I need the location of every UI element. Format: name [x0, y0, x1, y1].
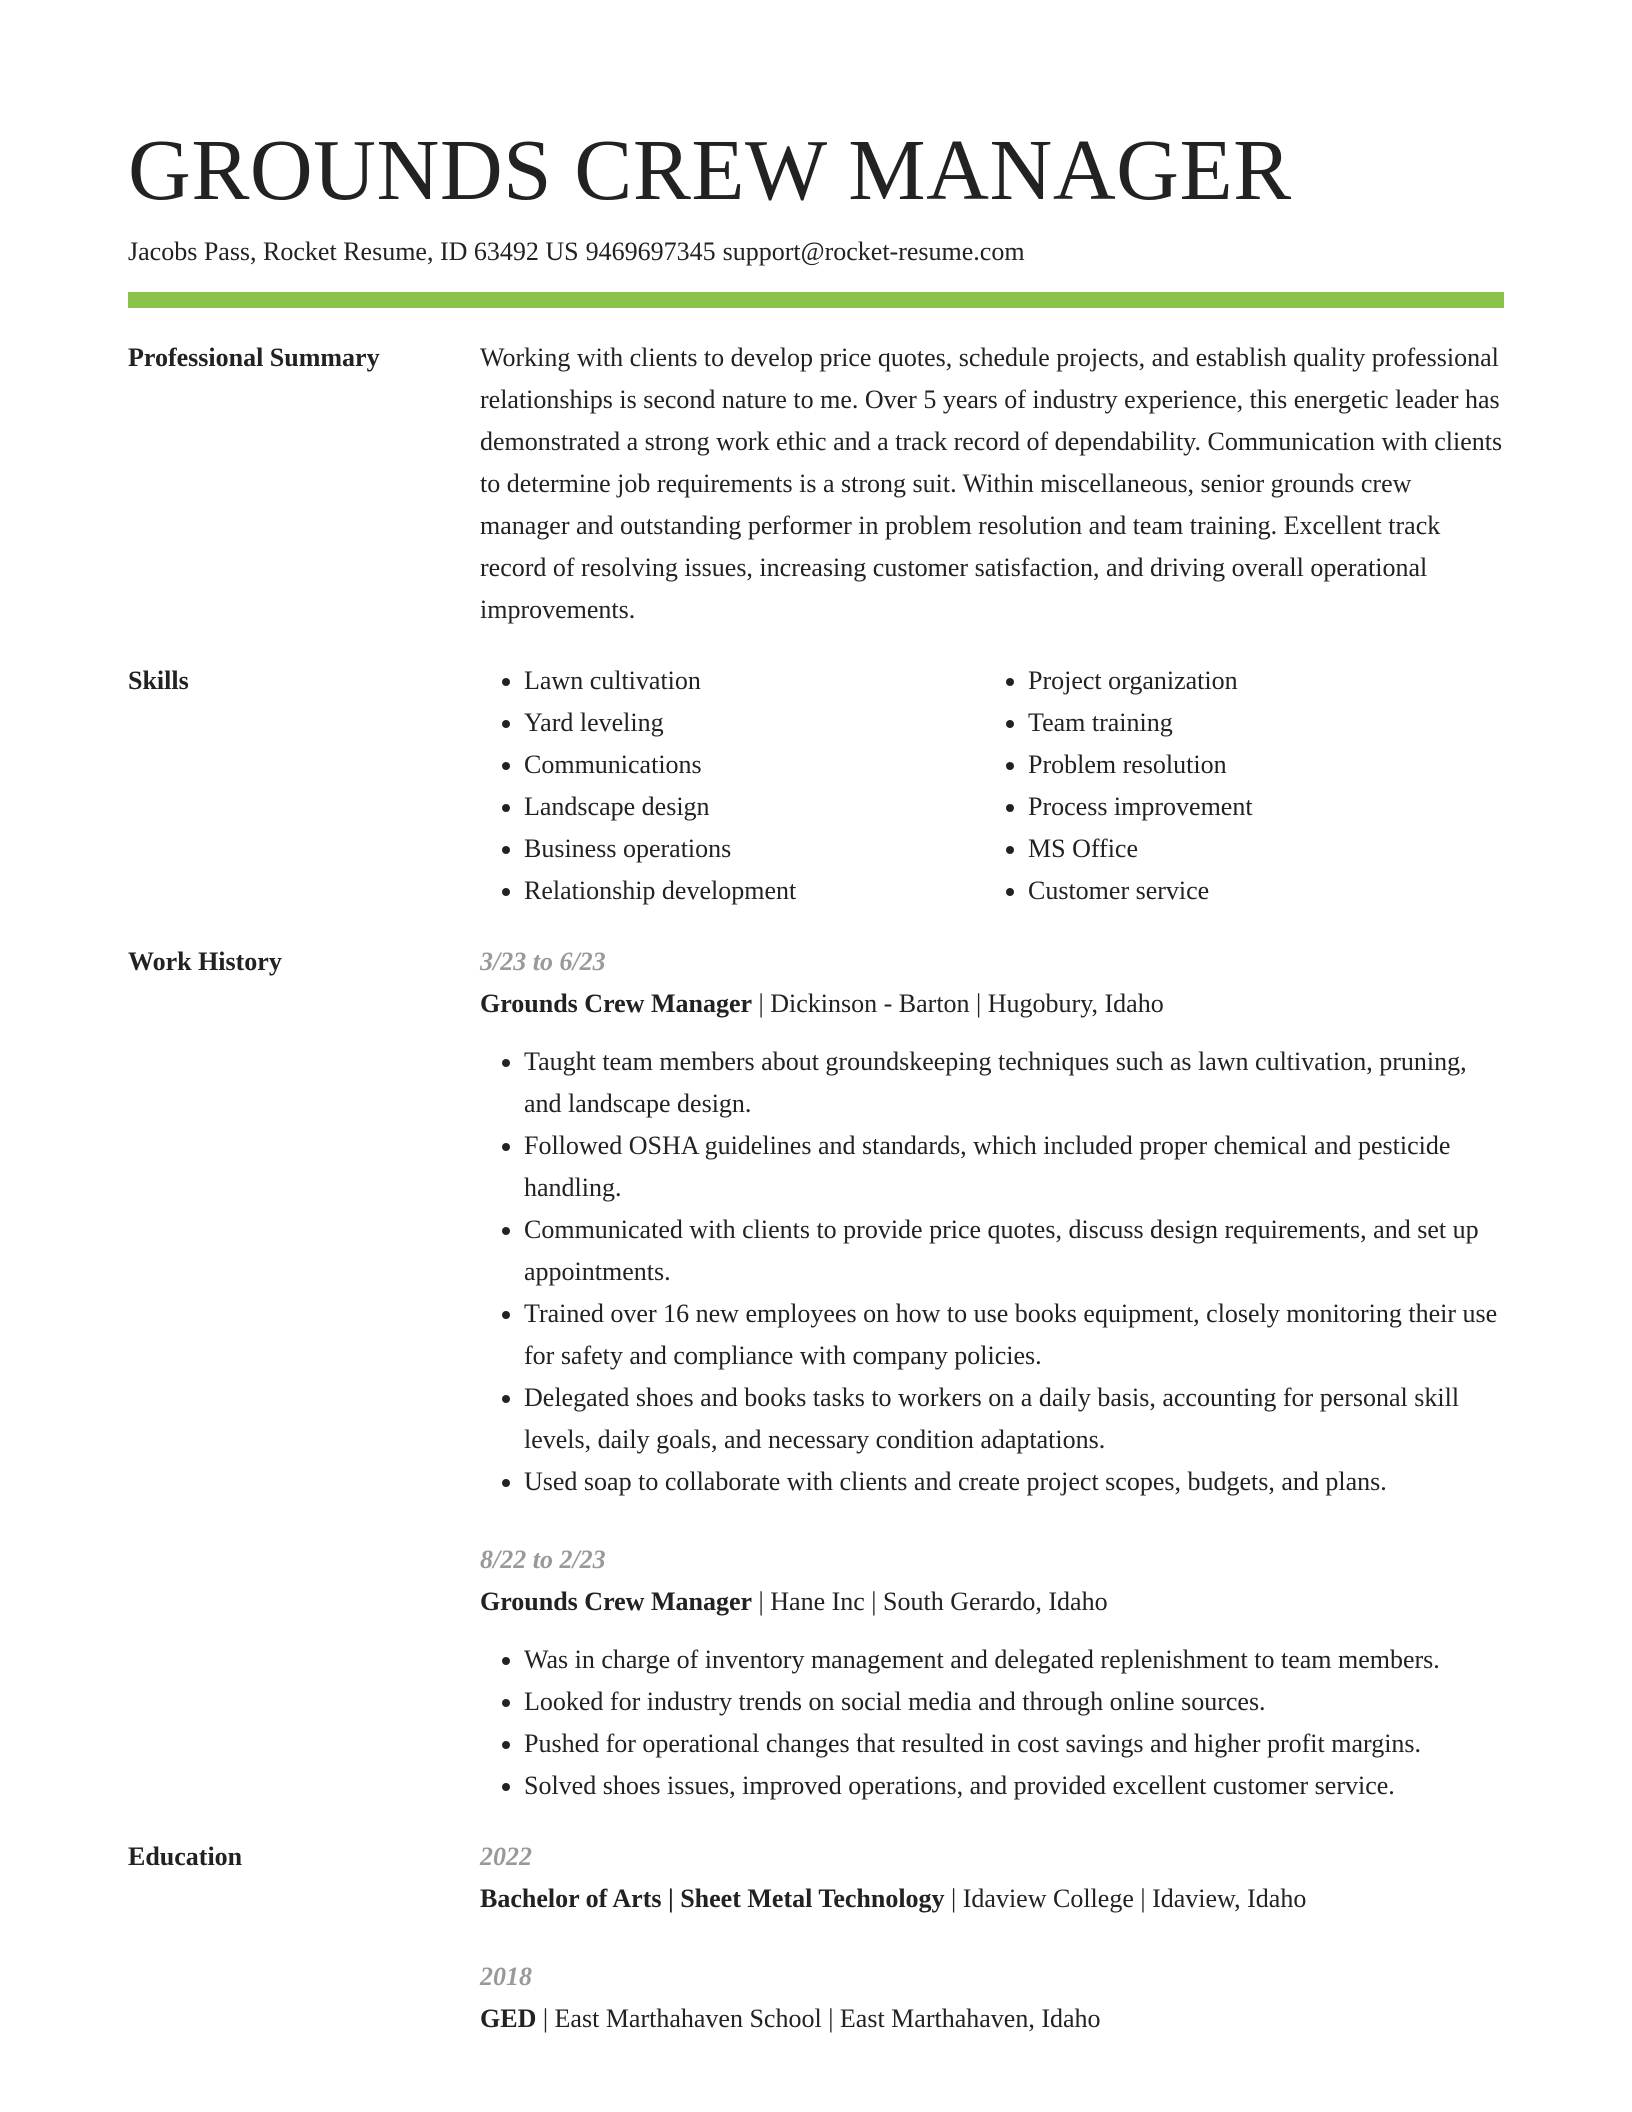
skills-columns — [480, 660, 1504, 912]
education-year: 2018 — [480, 1962, 532, 1991]
education-heading: Education — [128, 1842, 243, 1871]
skill-item: • Yard leveling — [524, 702, 984, 744]
job-bullets — [480, 1041, 1504, 1503]
contact-address: Jacobs Pass, Rocket Resume, ID 63492 US — [128, 237, 579, 266]
job-bullet: • Solved shoes issues, improved operations, and provided excellent customer service. — [524, 1765, 1504, 1807]
job-bullets — [480, 1639, 1504, 1807]
education-degree: GED — [480, 2004, 537, 2033]
skills-body — [480, 660, 1504, 912]
job-bullet: • Looked for industry trends on social media and through online sources. — [524, 1681, 1504, 1723]
skill-item: • MS Office — [1028, 828, 1504, 870]
job-details: | Hane Inc | South Gerardo, Idaho — [752, 1587, 1108, 1616]
skill-item: • Lawn cultivation — [524, 660, 984, 702]
skills-section — [128, 660, 1504, 912]
skill-item: • Customer service — [1028, 870, 1504, 912]
work-history-body — [480, 941, 1504, 1807]
job-title: Grounds Crew Manager — [480, 1587, 753, 1616]
skill-item: • Problem resolution — [1028, 744, 1504, 786]
skill-item: • Project organization — [1028, 660, 1504, 702]
skill-item: • Team training — [1028, 702, 1504, 744]
job-entry — [480, 1539, 1504, 1807]
education-entry — [480, 1836, 1504, 1920]
education-entry — [480, 1956, 1504, 2040]
skill-item: • Landscape design — [524, 786, 984, 828]
job-bullet: • Followed OSHA guidelines and standards, which included proper chemical and pesticide handling. — [524, 1125, 1504, 1209]
job-dates: 8/22 to 2/23 — [480, 1545, 606, 1574]
skills-list-right — [984, 660, 1504, 912]
job-bullet: • Pushed for operational changes that resulted in cost savings and higher profit margins. — [524, 1723, 1504, 1765]
education-role — [480, 1998, 1504, 2040]
job-bullet: • Delegated shoes and books tasks to workers on a daily basis, accounting for personal skill levels, daily goals, and necessary condition adaptations. — [524, 1377, 1504, 1461]
job-dates: 3/23 to 6/23 — [480, 947, 606, 976]
education-body — [480, 1836, 1504, 2040]
education-degree: Bachelor of Arts | Sheet Metal Technology — [480, 1884, 945, 1913]
skill-item: • Process improvement — [1028, 786, 1504, 828]
contact-phone: 9469697345 — [585, 237, 716, 266]
education-role — [480, 1878, 1504, 1920]
accent-divider — [128, 292, 1504, 308]
job-bullet: • Used soap to collaborate with clients and create project scopes, budgets, and plans. — [524, 1461, 1504, 1503]
skill-item: • Business operations — [524, 828, 984, 870]
job-bullet: • Trained over 16 new employees on how to use books equipment, closely monitoring their use for safety and compliance with company policies. — [524, 1293, 1504, 1377]
skills-list-left — [480, 660, 984, 912]
summary-text: Working with clients to develop price quotes, schedule projects, and establish quality professional relationships is second nature to me. Over 5 years of industry experience, this energetic leader has demonstrated a strong work ethic and a track record of dependability. Communication with clients to determine job requirements is a strong suit. Within miscellaneous, senior grounds crew manager and outstanding performer in problem resolution and team training. Excellent track record of resolving issues, increasing customer satisfaction, and driving overall operational improvements. — [480, 343, 1503, 624]
skill-item: • Communications — [524, 744, 984, 786]
education-year: 2022 — [480, 1842, 532, 1871]
contact-line — [128, 234, 1504, 270]
summary-heading: Professional Summary — [128, 343, 380, 372]
job-role — [480, 1581, 1504, 1623]
job-details: | Dickinson - Barton | Hugobury, Idaho — [752, 989, 1164, 1018]
skill-item: • Relationship development — [524, 870, 984, 912]
skills-heading: Skills — [128, 666, 189, 695]
work-history-section — [128, 941, 1504, 1807]
job-entry — [480, 941, 1504, 1503]
education-section — [128, 1836, 1504, 2040]
summary-section — [128, 337, 1504, 631]
education-details: | Idaview College | Idaview, Idaho — [944, 1884, 1307, 1913]
job-bullet: • Communicated with clients to provide price quotes, discuss design requirements, and set up appointments. — [524, 1209, 1504, 1293]
contact-email: support@rocket-resume.com — [722, 237, 1025, 266]
job-role — [480, 983, 1504, 1025]
job-title: Grounds Crew Manager — [480, 989, 753, 1018]
work-history-heading: Work History — [128, 947, 282, 976]
job-bullet: • Was in charge of inventory management and delegated replenishment to team members. — [524, 1639, 1504, 1681]
education-details: | East Marthahaven School | East Marthahaven, Idaho — [536, 2004, 1101, 2033]
resume-name: GROUNDS CREW MANAGER — [128, 121, 1292, 218]
job-bullet: • Taught team members about groundskeeping techniques such as lawn cultivation, pruning, and landscape design. — [524, 1041, 1504, 1125]
resume-page — [128, 118, 1504, 2040]
